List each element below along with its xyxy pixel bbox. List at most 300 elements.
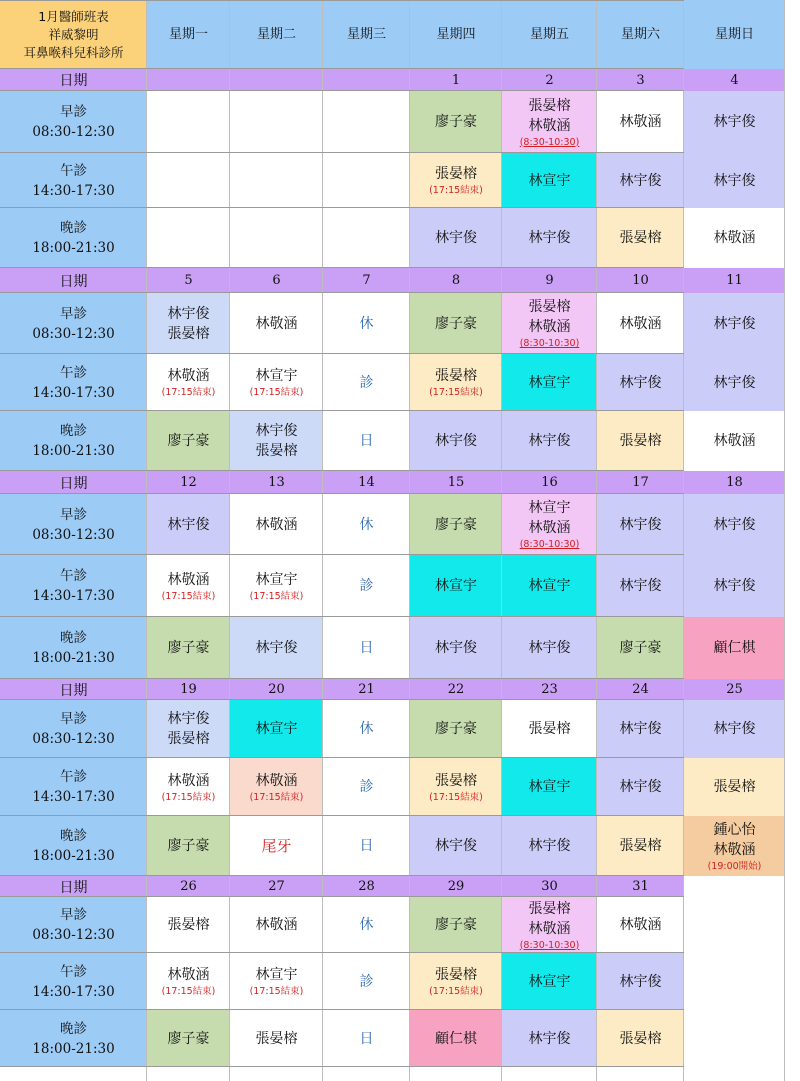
doctor-name: 張晏榕 (167, 325, 210, 342)
doctor-name: 廖子豪 (167, 1030, 210, 1047)
shift-cell[interactable] (323, 617, 410, 679)
shift-cell[interactable] (230, 555, 323, 617)
shift-cell[interactable] (323, 411, 410, 471)
shift-cell[interactable] (230, 897, 323, 953)
weekday-label: 星期六 (620, 26, 660, 42)
date-number: 17 (632, 475, 649, 490)
shift-cell[interactable] (230, 354, 323, 411)
doctor-name: 顧仁棋 (713, 640, 756, 656)
shift-cell[interactable] (502, 555, 597, 617)
doctor-name: 林宣宇 (255, 368, 298, 384)
shift-note: (17:15結束) (429, 185, 483, 196)
shift-cell[interactable] (597, 354, 684, 411)
doctor-name: 林敬涵 (619, 114, 662, 130)
shift-cell[interactable] (684, 758, 785, 816)
date-number: 27 (268, 879, 285, 894)
shift-cell[interactable] (230, 1010, 323, 1067)
shift-cell[interactable] (597, 617, 684, 679)
doctor-name: 張晏榕 (255, 443, 298, 459)
session-label (0, 555, 147, 617)
title-line: 1月醫師班表 (38, 8, 109, 24)
session-time: 08:30-12:30 (32, 526, 115, 543)
grid-line-h (0, 952, 684, 953)
grid-line-h (0, 554, 684, 555)
doctor-name: 廖子豪 (435, 516, 477, 533)
doctor-name: 林宣宇 (528, 578, 571, 594)
session-label (0, 617, 147, 679)
grid-line-v (596, 0, 597, 1081)
session-name: 午診 (60, 963, 87, 980)
session-label (0, 354, 147, 411)
shift-note: (17:15結束) (161, 986, 216, 997)
grid-line-h (0, 470, 684, 471)
shift-cell[interactable] (147, 411, 230, 471)
shift-cell[interactable] (684, 617, 785, 679)
shift-cell[interactable] (502, 700, 597, 758)
doctor-name: 林宇俊 (255, 423, 298, 439)
date-cell (502, 876, 597, 897)
shift-cell[interactable] (410, 293, 502, 354)
shift-cell[interactable] (147, 153, 230, 208)
doctor-name: 日 (359, 433, 374, 449)
shift-cell[interactable] (323, 494, 410, 555)
grid-line-h (0, 1009, 684, 1010)
doctor-name: 張晏榕 (167, 731, 210, 747)
date-cell (230, 679, 323, 700)
shift-cell[interactable] (410, 153, 502, 208)
shift-cell[interactable] (684, 354, 785, 411)
grid-line-v (784, 0, 785, 1081)
doctor-name: 林敬涵 (167, 571, 210, 588)
shift-cell[interactable] (410, 1010, 502, 1067)
doctor-name: 林宇俊 (713, 172, 756, 189)
shift-cell[interactable] (323, 208, 410, 268)
shift-cell[interactable] (684, 208, 785, 268)
shift-cell[interactable] (230, 953, 323, 1010)
doctor-name: 林敬涵 (167, 967, 210, 983)
doctor-name: 林宣宇 (528, 374, 571, 391)
doctor-name: 林宣宇 (528, 172, 571, 189)
shift-cell[interactable] (684, 153, 785, 208)
date-cell (684, 471, 785, 494)
doctor-name: 日 (359, 838, 374, 854)
doctor-name: 診 (359, 779, 374, 795)
date-cell (502, 679, 597, 700)
date-cell (502, 471, 597, 494)
doctor-name: 林宇俊 (435, 838, 477, 854)
date-number: 25 (726, 682, 743, 697)
shift-cell[interactable] (502, 208, 597, 268)
doctor-name: 林宇俊 (713, 374, 756, 391)
shift-cell[interactable] (597, 816, 684, 876)
doctor-name: 林宇俊 (528, 230, 571, 246)
date-cell (147, 268, 230, 293)
shift-cell[interactable] (230, 153, 323, 208)
doctor-name: 林宣宇 (435, 578, 477, 594)
weekday-header (323, 0, 410, 69)
shift-note: (8:30-10:30) (519, 539, 580, 550)
grid-line-h (0, 757, 684, 758)
doctor-name: 休 (359, 516, 374, 533)
grid-line-h (0, 699, 684, 700)
shift-cell[interactable] (684, 91, 785, 153)
shift-cell[interactable] (597, 953, 684, 1010)
doctor-name: 廖子豪 (435, 917, 477, 933)
shift-cell[interactable] (230, 208, 323, 268)
date-cell (147, 876, 230, 897)
doctor-name: 林宣宇 (255, 967, 298, 983)
doctor-name: 林敬涵 (167, 772, 210, 789)
date-number: 24 (632, 682, 649, 697)
shift-cell[interactable] (410, 411, 502, 471)
shift-note: (17:15結束) (249, 387, 304, 398)
grid-line-v (322, 0, 323, 1081)
shift-cell[interactable] (323, 153, 410, 208)
date-label-text: 日期 (59, 682, 88, 699)
date-number: 20 (268, 682, 285, 697)
shift-cell[interactable] (323, 555, 410, 617)
shift-cell[interactable] (597, 494, 684, 555)
shift-cell[interactable] (597, 700, 684, 758)
shift-cell[interactable] (323, 1010, 410, 1067)
shift-cell[interactable] (147, 758, 230, 816)
doctor-name: 林宇俊 (713, 721, 756, 737)
session-label (0, 1010, 147, 1067)
shift-cell[interactable] (410, 208, 502, 268)
shift-cell[interactable] (502, 494, 597, 555)
date-number: 19 (180, 682, 197, 697)
date-cell (410, 69, 502, 91)
shift-cell[interactable] (230, 758, 323, 816)
doctor-name: 林敬涵 (713, 841, 756, 858)
shift-cell[interactable] (410, 555, 502, 617)
grid-line-h (0, 0, 684, 1)
shift-cell[interactable] (147, 1010, 230, 1067)
grid-line-h (0, 292, 684, 293)
shift-cell[interactable] (502, 91, 597, 153)
date-cell (502, 268, 597, 293)
doctor-name: 張晏榕 (619, 433, 662, 449)
shift-cell[interactable] (147, 555, 230, 617)
shift-cell[interactable] (684, 411, 785, 471)
shift-cell[interactable] (147, 700, 230, 758)
session-name: 晚診 (60, 630, 87, 646)
shift-cell[interactable] (230, 700, 323, 758)
doctor-name: 林宣宇 (528, 500, 571, 516)
doctor-name: 林敬涵 (255, 516, 298, 533)
date-number: 23 (541, 682, 558, 697)
shift-cell[interactable] (502, 293, 597, 354)
shift-cell[interactable] (230, 816, 323, 876)
date-number: 28 (358, 879, 375, 894)
session-time: 14:30-17:30 (32, 983, 115, 1000)
session-name: 午診 (60, 364, 87, 381)
date-cell (323, 876, 410, 897)
date-label-text: 日期 (59, 879, 88, 896)
shift-note: (17:15結束) (429, 986, 483, 997)
doctor-name: 林宣宇 (255, 571, 298, 588)
date-cell (597, 471, 684, 494)
session-label (0, 293, 147, 354)
shift-cell[interactable] (410, 91, 502, 153)
date-cell (597, 69, 684, 91)
shift-cell[interactable] (147, 953, 230, 1010)
grid-line-h (0, 1066, 684, 1067)
grid-line-v (683, 0, 684, 1081)
date-cell (230, 69, 323, 91)
date-cell (147, 679, 230, 700)
session-label (0, 411, 147, 471)
shift-cell[interactable] (230, 494, 323, 555)
shift-cell[interactable] (684, 953, 785, 1010)
date-label-text: 日期 (59, 273, 88, 290)
date-number: 29 (447, 879, 465, 894)
doctor-name: 林敬涵 (255, 315, 298, 332)
doctor-name: 林宇俊 (435, 230, 477, 246)
session-label (0, 153, 147, 208)
grid-line-h (0, 267, 684, 268)
shift-note: (8:30-10:30) (519, 338, 580, 349)
shift-cell[interactable] (410, 758, 502, 816)
shift-note: (17:15結束) (249, 590, 304, 602)
doctor-name: 林宇俊 (619, 973, 662, 990)
doctor-name: 林敬涵 (528, 520, 571, 536)
shift-cell[interactable] (502, 1010, 597, 1067)
grid-line-v (229, 0, 230, 1081)
shift-cell[interactable] (230, 411, 323, 471)
date-number: 5 (184, 273, 193, 288)
shift-cell[interactable] (684, 555, 785, 617)
date-cell (684, 679, 785, 700)
date-cell (230, 471, 323, 494)
shift-cell[interactable] (323, 758, 410, 816)
shift-cell[interactable] (597, 208, 684, 268)
doctor-name: 顧仁棋 (435, 1030, 477, 1047)
shift-cell[interactable] (502, 153, 597, 208)
session-name: 早診 (60, 907, 87, 923)
weekday-label: 星期一 (168, 26, 208, 42)
date-cell (410, 876, 502, 897)
doctor-name: 張晏榕 (435, 772, 477, 789)
shift-cell[interactable] (410, 953, 502, 1010)
shift-cell[interactable] (502, 897, 597, 953)
shift-cell[interactable] (147, 354, 230, 411)
doctor-name: 診 (359, 578, 374, 594)
shift-cell[interactable] (597, 555, 684, 617)
date-number: 16 (541, 475, 558, 490)
date-number: 15 (447, 475, 465, 490)
shift-cell[interactable] (147, 897, 230, 953)
session-time: 14:30-17:30 (32, 384, 115, 401)
shift-cell[interactable] (502, 617, 597, 679)
doctor-name: 林宇俊 (713, 578, 756, 594)
doctor-name: 休 (359, 917, 374, 933)
grid-line-h (0, 875, 684, 876)
date-number: 12 (180, 475, 197, 490)
doctor-name: 林宇俊 (713, 315, 756, 332)
shift-cell[interactable] (323, 816, 410, 876)
session-label (0, 208, 147, 268)
grid-line-h (0, 616, 684, 617)
doctor-name: 日 (359, 640, 374, 656)
weekday-label: 星期五 (529, 26, 569, 42)
shift-cell[interactable] (147, 91, 230, 153)
shift-cell[interactable] (597, 91, 684, 153)
session-label (0, 758, 147, 816)
date-number: 8 (451, 273, 461, 288)
grid-line-v (501, 0, 502, 1081)
shift-cell[interactable] (323, 91, 410, 153)
session-time: 18:00-21:30 (32, 443, 115, 459)
session-label (0, 816, 147, 876)
doctor-name: 林敬涵 (619, 315, 662, 332)
doctor-name: 林敬涵 (528, 920, 571, 937)
shift-cell[interactable] (230, 617, 323, 679)
date-cell (147, 69, 230, 91)
shift-cell[interactable] (410, 700, 502, 758)
session-time: 14:30-17:30 (32, 789, 115, 805)
weekday-label: 星期四 (436, 26, 476, 42)
date-cell (230, 268, 323, 293)
doctor-name: 張晏榕 (435, 368, 477, 384)
shift-cell[interactable] (230, 293, 323, 354)
date-label-text: 日期 (59, 475, 88, 492)
grid-line-h (0, 90, 684, 91)
title-line: 祥威黎明 (48, 26, 99, 42)
shift-cell[interactable] (410, 816, 502, 876)
doctor-name: 林敬涵 (528, 117, 571, 134)
doctor-name: 林宇俊 (619, 779, 662, 795)
shift-cell[interactable] (684, 897, 785, 953)
date-label (0, 268, 147, 293)
doctor-name: 林宇俊 (713, 114, 756, 130)
shift-cell[interactable] (323, 897, 410, 953)
shift-cell[interactable] (410, 354, 502, 411)
shift-cell[interactable] (597, 1010, 684, 1067)
shift-cell[interactable] (323, 953, 410, 1010)
grid-line-h (0, 207, 684, 208)
shift-note: (19:00開始) (707, 860, 762, 872)
grid-line-h (0, 410, 684, 411)
shift-cell[interactable] (684, 494, 785, 555)
doctor-name: 鍾心怡 (713, 821, 756, 838)
doctor-name: 張晏榕 (435, 967, 477, 983)
shift-note: (8:30-10:30) (519, 939, 580, 951)
shift-cell[interactable] (323, 700, 410, 758)
doctor-name: 林宇俊 (528, 1030, 571, 1047)
shift-cell[interactable] (147, 208, 230, 268)
date-number: 11 (726, 273, 743, 288)
shift-cell[interactable] (502, 354, 597, 411)
date-cell (323, 471, 410, 494)
shift-cell[interactable] (684, 816, 785, 876)
doctor-name: 林宇俊 (528, 838, 571, 854)
doctor-name: 林宇俊 (619, 578, 662, 594)
doctor-name: 林敬涵 (255, 917, 298, 933)
session-time: 18:00-21:30 (32, 1040, 115, 1057)
shift-cell[interactable] (323, 354, 410, 411)
doctor-name: 張晏榕 (435, 166, 477, 182)
shift-cell[interactable] (147, 494, 230, 555)
shift-cell[interactable] (410, 897, 502, 953)
shift-cell[interactable] (323, 293, 410, 354)
session-name: 午診 (60, 162, 87, 179)
doctor-name: 林宇俊 (528, 640, 571, 656)
grid-line-h (0, 493, 684, 494)
doctor-name: 林宣宇 (528, 779, 571, 795)
shift-cell[interactable] (502, 758, 597, 816)
weekday-label: 星期三 (346, 26, 386, 42)
doctor-name: 廖子豪 (167, 838, 210, 854)
grid-line-h (0, 896, 684, 897)
shift-cell[interactable] (410, 494, 502, 555)
date-cell (684, 876, 785, 897)
shift-cell[interactable] (597, 897, 684, 953)
shift-cell[interactable] (410, 617, 502, 679)
session-time: 08:30-12:30 (32, 124, 115, 140)
shift-cell[interactable] (147, 293, 230, 354)
grid-line-h (0, 353, 684, 354)
date-cell (502, 69, 597, 91)
weekday-header (502, 0, 597, 69)
doctor-name: 林宣宇 (528, 973, 571, 990)
date-number: 2 (545, 72, 554, 88)
doctor-name: 張晏榕 (167, 917, 210, 933)
title-cell (0, 0, 147, 69)
doctor-name: 休 (359, 721, 374, 737)
session-time: 08:30-12:30 (32, 325, 115, 342)
session-label (0, 494, 147, 555)
doctor-name: 廖子豪 (435, 721, 477, 737)
session-time: 08:30-12:30 (32, 731, 115, 747)
doctor-name: 林敬涵 (255, 772, 298, 789)
shift-cell[interactable] (684, 293, 785, 354)
session-label (0, 700, 147, 758)
session-name: 早診 (60, 305, 87, 322)
doctor-name: 診 (359, 973, 374, 990)
session-time: 18:00-21:30 (32, 848, 115, 864)
date-cell (410, 268, 502, 293)
shift-cell[interactable] (147, 816, 230, 876)
date-label (0, 69, 147, 91)
shift-cell[interactable] (502, 953, 597, 1010)
shift-cell[interactable] (502, 816, 597, 876)
shift-note: (17:15結束) (249, 986, 304, 997)
session-time: 14:30-17:30 (32, 588, 115, 604)
title-line: 耳鼻喉科兒科診所 (23, 44, 124, 60)
shift-cell[interactable] (147, 617, 230, 679)
shift-cell[interactable] (684, 1010, 785, 1067)
date-number: 4 (730, 72, 739, 88)
doctor-name: 林宇俊 (713, 516, 756, 533)
shift-cell[interactable] (684, 700, 785, 758)
shift-cell[interactable] (597, 153, 684, 208)
shift-cell[interactable] (230, 91, 323, 153)
doctor-name: 張晏榕 (528, 97, 571, 114)
shift-cell[interactable] (502, 411, 597, 471)
doctor-name: 林宇俊 (619, 721, 662, 737)
shift-cell[interactable] (597, 411, 684, 471)
date-number: 21 (358, 682, 375, 697)
session-time: 18:00-21:30 (32, 240, 115, 256)
grid-line-h (0, 678, 684, 679)
shift-cell[interactable] (597, 293, 684, 354)
date-cell (323, 69, 410, 91)
date-number: 6 (272, 273, 281, 288)
shift-note: (17:15結束) (161, 590, 216, 602)
date-number: 3 (636, 72, 645, 88)
shift-cell[interactable] (597, 758, 684, 816)
